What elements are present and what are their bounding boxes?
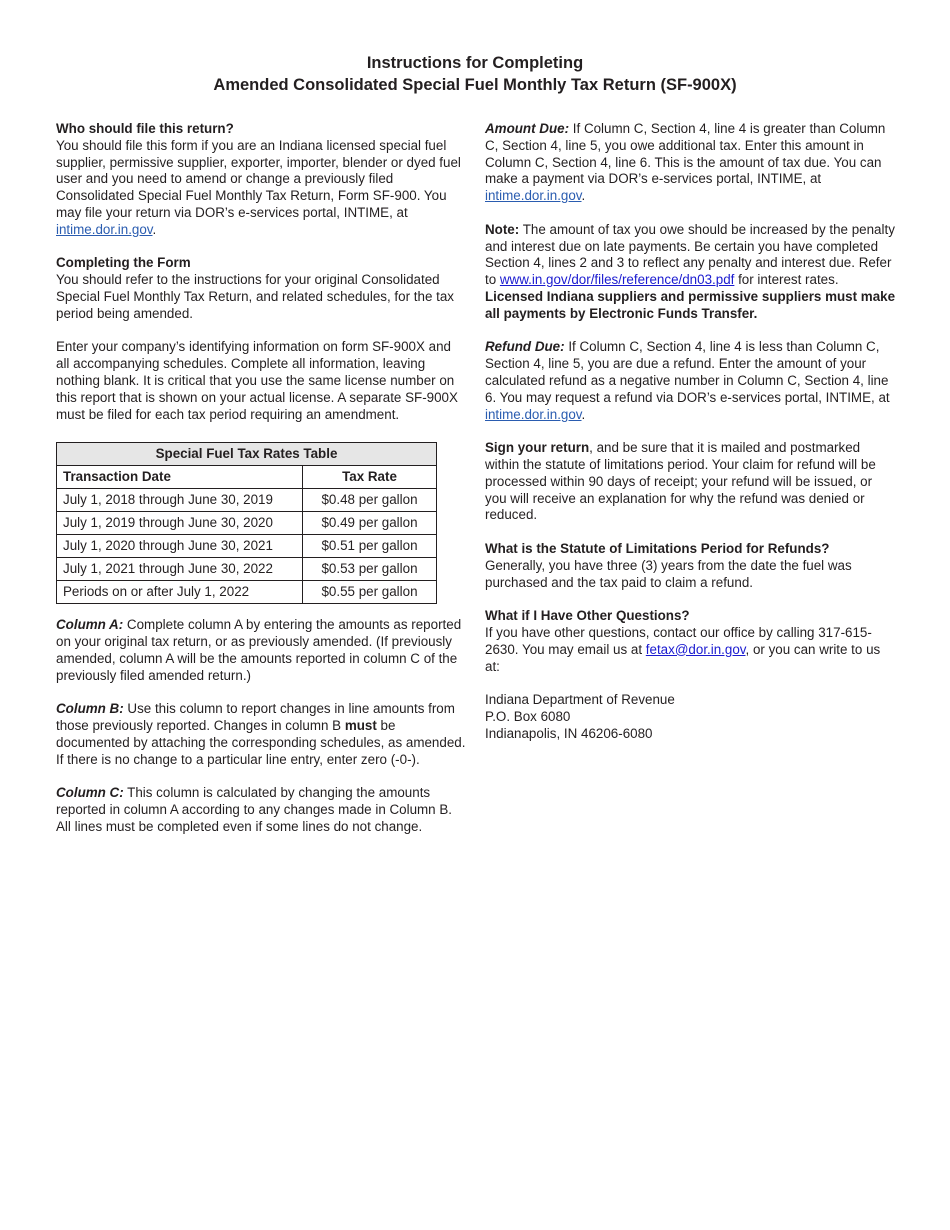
table-row — [57, 535, 437, 558]
tax-rates-caption: Special Fuel Tax Rates Table — [57, 443, 437, 466]
refund-end: . — [581, 406, 586, 422]
table-row — [57, 558, 437, 581]
transaction-date-cell: July 1, 2018 through June 30, 2019 — [57, 489, 303, 512]
tax-rates-table — [56, 442, 437, 604]
completing-heading: Completing the Form — [56, 255, 191, 271]
title-line-1: Instructions for Completing — [366, 54, 584, 72]
tax-rate-cell: $0.53 per gallon — [303, 558, 437, 581]
table-row — [57, 581, 437, 604]
interest-rates-link[interactable]: www.in.gov/dor/files/reference/dn03.pdf — [499, 272, 735, 288]
column-b-text-2: be documented by attaching the corresponding schedules, as amended. If there is no change to a particular line entry, enter zero (-0-). — [56, 718, 466, 767]
enter-info-paragraph: Enter your company’s identifying information on form SF-900X and all accompanying schedules. Complete all information, leaving nothing blank. It is critical that you use the same license number on this report that is shown on your actual license. A separate SF-900X must be filed for each tax period requiring an amendment. — [56, 339, 458, 422]
who-text: You should file this form if you are an Indiana licensed special fuel supplier, permissive supplier, exporter, importer, blender or dyed fuel user and you need to amend or change a previously filed Consolidated Special Fuel Monthly Tax Return, Form SF-900. You may file your return via DOR’s e-services portal, INTIME, at — [56, 137, 461, 220]
refund-due-label: Refund Due: — [485, 339, 565, 355]
sign-text: , and be sure that it is mailed and postmarked within the statute of limitations period. Your claim for refund will be processed within 90 days of receipt; your refund will be issued, or you will receive an explanation for why the refund was denied or reduced. — [485, 440, 876, 523]
mailing-address — [485, 692, 897, 742]
who-section — [56, 121, 466, 239]
column-b-label: Column B: — [56, 701, 124, 717]
email-link[interactable]: fetax@dor.in.gov — [645, 641, 746, 657]
column-b-must: must — [344, 718, 377, 734]
questions-section — [485, 608, 897, 675]
transaction-date-cell: July 1, 2021 through June 30, 2022 — [57, 558, 303, 581]
statute-text: Generally, you have three (3) years from the date the fuel was purchased and the tax paid to claim a refund. — [485, 557, 852, 590]
amount-due-text: If Column C, Section 4, line 4 is greater than Column C, Section 4, line 5, you owe additional tax. Enter this amount in Column C, Section 4, line 6. This is the amount of tax due. You can make a payment via DOR’s e-services portal, INTIME, at — [485, 121, 886, 187]
right-column — [485, 121, 897, 742]
page-title — [0, 52, 950, 96]
tax-rate-cell: $0.48 per gallon — [303, 489, 437, 512]
transaction-date-cell: Periods on or after July 1, 2022 — [57, 581, 303, 604]
note-label: Note: — [485, 221, 520, 237]
address-line: Indianapolis, IN 46206-6080 — [485, 725, 653, 741]
column-b-paragraph — [56, 701, 466, 768]
tax-rate-cell: $0.51 per gallon — [303, 535, 437, 558]
refund-due-paragraph — [485, 339, 897, 423]
title-line-2: Amended Consolidated Special Fuel Monthly Tax Return (SF-900X) — [213, 76, 737, 94]
left-column — [56, 121, 466, 853]
refund-intime-link[interactable]: intime.dor.in.gov — [485, 406, 582, 422]
table-row — [57, 489, 437, 512]
statute-heading: What is the Statute of Limitations Period for Refunds? — [485, 540, 830, 556]
column-a-text: Complete column A by entering the amounts as reported on your original tax return, or as previously amended. (If previously amended, column A will be the amounts reported in column C of the previously filed amended return.) — [56, 617, 462, 683]
statute-section — [485, 541, 897, 591]
sign-label: Sign your return — [485, 440, 590, 456]
tax-rate-cell: $0.49 per gallon — [303, 512, 437, 535]
amount-end: . — [581, 188, 586, 204]
header-transaction-date: Transaction Date — [57, 466, 303, 489]
column-c-paragraph — [56, 785, 466, 835]
column-a-label: Column A: — [56, 617, 124, 633]
who-end: . — [152, 221, 157, 237]
transaction-date-cell: July 1, 2019 through June 30, 2020 — [57, 512, 303, 535]
column-b-text-1: Use this column to report changes in line amounts from those previously reported. Changes in column B — [56, 701, 455, 734]
amount-due-paragraph — [485, 121, 897, 205]
note-text: The amount of tax you owe should be increased by the penalty and interest due on late payments. Be certain you have completed Section 4, lines 2 and 3 to reflect any penalty and interest due. Refer to — [485, 221, 895, 288]
completing-section — [56, 255, 466, 322]
tax-rate-cell: $0.55 per gallon — [303, 581, 437, 604]
questions-text: If you have other questions, contact our office by calling 317-615-2630. You may email us at — [485, 624, 872, 657]
column-c-text: This column is calculated by changing the amounts reported in column A according to any changes made in Column B. All lines must be completed even if some lines do not change. — [56, 785, 452, 834]
questions-heading: What if I Have Other Questions? — [485, 608, 690, 624]
transaction-date-cell: July 1, 2020 through June 30, 2021 — [57, 535, 303, 558]
who-intime-link[interactable]: intime.dor.in.gov — [56, 221, 153, 237]
header-tax-rate: Tax Rate — [303, 466, 437, 489]
amount-intime-link[interactable]: intime.dor.in.gov — [485, 188, 582, 204]
refund-due-text: If Column C, Section 4, line 4 is less than Column C, Section 4, line 5, you are due a refund. Enter the amount of your calculated refund as a negative number in Column C, Section 4, line 6. You may request a refund via DOR’s e-services portal, INTIME, at — [485, 339, 890, 405]
completing-text: You should refer to the instructions for your original Consolidated Special Fuel Monthly Tax Return, and related schedules, for the tax period being amended. — [56, 272, 454, 321]
table-row — [57, 512, 437, 535]
sign-paragraph — [485, 440, 897, 524]
amount-due-label: Amount Due: — [485, 121, 570, 136]
questions-end: , or you can write to us at: — [485, 641, 881, 674]
address-line: Indiana Department of Revenue — [485, 692, 675, 708]
note-text-2: for interest rates. — [734, 272, 839, 288]
address-line: P.O. Box 6080 — [485, 708, 571, 724]
note-eft-requirement: Licensed Indiana suppliers and permissive suppliers must make all payments by Electronic Funds Transfer. — [485, 288, 896, 321]
who-heading: Who should file this return? — [56, 121, 234, 136]
column-a-paragraph — [56, 617, 466, 684]
note-paragraph — [485, 222, 897, 323]
column-c-label: Column C: — [56, 785, 124, 801]
